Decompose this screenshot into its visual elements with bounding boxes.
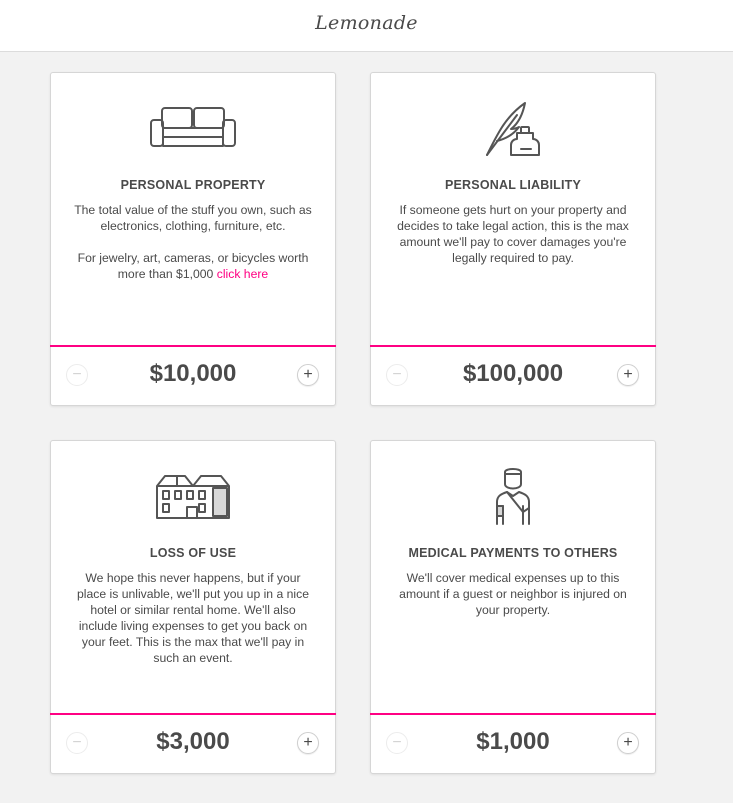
amount-stepper — [50, 345, 336, 405]
coverage-amount: $1,000 — [476, 728, 550, 755]
decrease-button[interactable]: − — [386, 732, 408, 754]
coverage-amount: $100,000 — [462, 360, 564, 387]
increase-button[interactable]: + — [617, 732, 639, 754]
card-description — [73, 570, 313, 666]
increase-button[interactable]: + — [297, 732, 319, 754]
decrease-button[interactable]: − — [386, 364, 408, 386]
amount-stepper — [370, 713, 656, 773]
description-note — [73, 250, 313, 282]
quill-inkwell-icon — [371, 95, 655, 161]
top-bar — [0, 0, 733, 52]
lemonade-logo[interactable]: Lemonade — [315, 12, 418, 34]
card-title: PERSONAL LIABILITY — [444, 178, 582, 192]
increase-button[interactable]: + — [617, 364, 639, 386]
description-text: The total value of the stuff you own, such as electronics, clothing, furniture, etc. — [74, 203, 312, 233]
personal-liability-card — [370, 72, 656, 406]
description-note-text: For jewelry, art, cameras, or bicycles worth more than $1,000 — [77, 251, 309, 281]
medical-payments-card — [370, 440, 656, 774]
click-here-link[interactable]: click here — [216, 267, 269, 281]
description-text: If someone gets hurt on your property and decides to take legal action, this is the max amount we'll pay to cover damages you're legally required to pay. — [397, 203, 629, 265]
card-description — [393, 202, 633, 266]
card-title: PERSONAL PROPERTY — [120, 178, 266, 192]
loss-of-use-card — [50, 440, 336, 774]
sofa-icon — [51, 95, 335, 161]
description-text: We hope this never happens, but if your place is unlivable, we'll put you up in a nice hotel or similar rental home. We'll also include living expenses to get you back on your feet. This is the max that we'll pay in such an event. — [77, 571, 309, 665]
description-text: We'll cover medical expenses up to this amount if a guest or neighbor is injured on your property. — [399, 571, 627, 617]
card-description — [393, 570, 633, 618]
card-title: LOSS OF USE — [149, 546, 237, 560]
amount-stepper — [370, 345, 656, 405]
amount-stepper — [50, 713, 336, 773]
coverage-amount: $10,000 — [149, 360, 237, 387]
card-description — [73, 202, 313, 282]
decrease-button[interactable]: − — [66, 364, 88, 386]
increase-button[interactable]: + — [297, 364, 319, 386]
decrease-button[interactable]: − — [66, 732, 88, 754]
card-title: MEDICAL PAYMENTS TO OTHERS — [408, 546, 618, 560]
injured-person-icon — [371, 463, 655, 529]
house-icon — [51, 463, 335, 529]
coverage-amount: $3,000 — [156, 728, 230, 755]
personal-property-card — [50, 72, 336, 406]
